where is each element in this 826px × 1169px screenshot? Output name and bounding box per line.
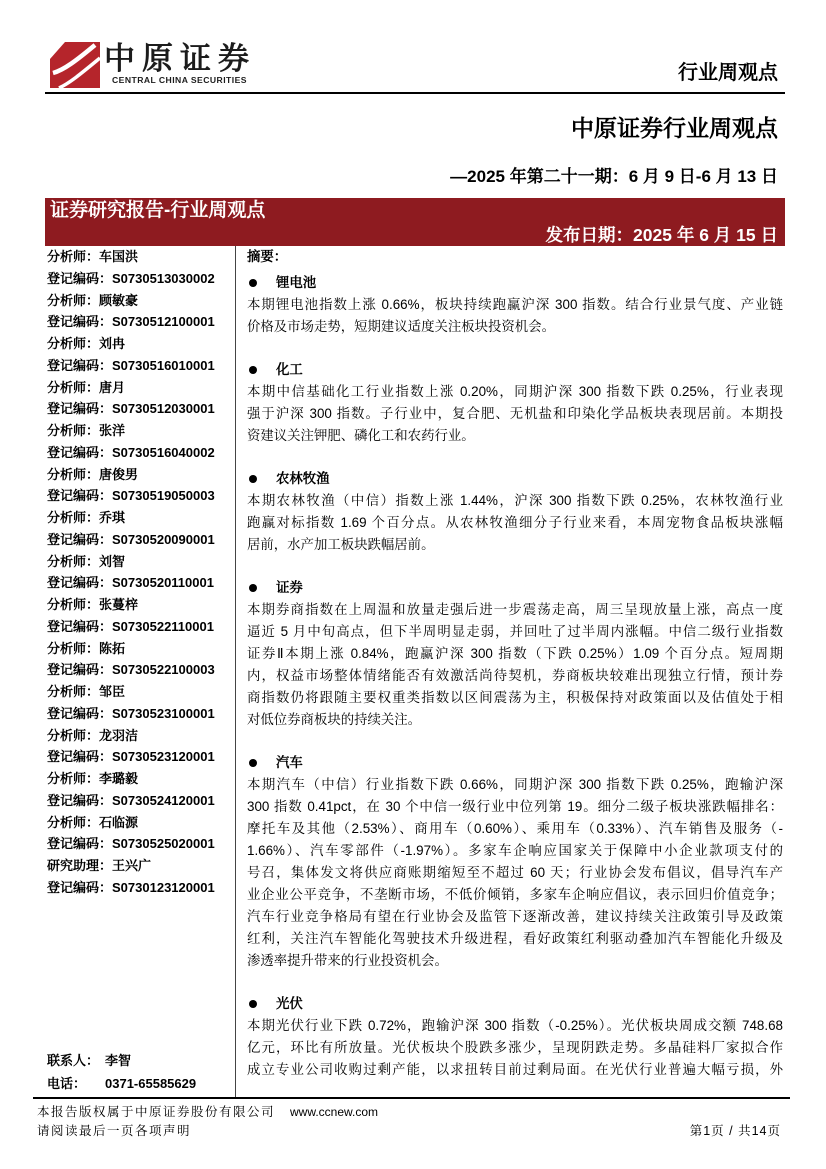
paragraph-line: 逼近 5 月中旬高点，但下半周明显走弱，并回吐了过半周内涨幅。中信二级行业指数 [247,624,783,639]
registration-entry [45,398,235,420]
registration-code: S0730516010001 [112,357,215,373]
analyst-entry [45,725,235,747]
registration-entry [45,311,235,333]
registration-label: 登记编码： [47,618,113,634]
registration-code: S0730522100003 [112,662,215,678]
logo-mark-icon [50,42,100,88]
registration-entry [45,572,235,594]
analyst-entry [45,507,235,529]
analyst-label: 分析师： [47,336,100,351]
paragraph-line: 成立专业公司收购过剩产能，以求扭转目前过剩局面。在光伏行业普遍大幅亏损，外 [247,1062,783,1077]
registration-entry [45,746,235,768]
analyst-name: 李璐毅 [99,771,139,786]
analyst-name: 张蔓梓 [99,597,139,612]
paragraph-line: 业企业公平竞争，不垄断市场，不低价倾销，多家车企响应倡议，表示回归价值竞争； [247,887,783,902]
registration-entry [45,485,235,507]
analyst-name: 陈拓 [99,640,126,656]
section-heading [243,752,785,774]
registration-entry [45,355,235,377]
section-title: 锂电池 [276,275,317,290]
analyst-label: 分析师： [47,684,100,699]
section-title: 证券 [276,580,303,595]
paragraph-line: 对低位券商板块的持续关注。 [247,712,422,727]
analyst-label: 分析师： [47,423,100,438]
paragraph-line: 本期汽车（中信）行业指数下跌 0.66%，同期沪深 300 指数下跌 0.25%，跑输沪深 [247,777,783,792]
contact-phone-row [47,1072,233,1095]
analyst-name: 刘冉 [99,336,126,351]
contact-block [47,1049,233,1095]
registration-entry [45,616,235,638]
analyst-entry [45,333,235,355]
registration-code: S0730512100001 [112,314,215,330]
paragraph-line: 价格及市场走势，短期建议适度关注板块投资机会。 [247,319,555,334]
bullet-icon [249,366,257,374]
report-subtitle: —2025 年第二十一期：6 月 9 日-6 月 13 日 [450,167,778,186]
paragraph-line: 号召，集体发文将供应商账期缩短至不超过 60 天；行业协会发布倡议，倡导汽车产 [247,865,783,880]
registration-entry [45,529,235,551]
footer-copyright: 本报告版权属于中原证券股份有限公司 [37,1105,276,1119]
paragraph-line: 证券Ⅱ本期上涨 0.84%，跑赢沪深 300 指数（下跌 0.25%）1.09 个百分点。短周期 [247,646,783,661]
analyst-label: 分析师： [47,553,100,569]
registration-code: S0730523100001 [112,705,215,721]
report-banner [45,198,785,246]
registration-code: S0730520090001 [112,531,215,547]
analyst-label: 分析师： [47,640,100,656]
paragraph-line: 汽车行业竞争格局有望在行业协会及监管下逐渐改善，建议持续关注政策引导及政策 [247,909,783,924]
registration-code: S0730522110001 [112,618,214,634]
analyst-label: 分析师： [47,466,100,482]
contact-person-label: 联系人： [47,1053,100,1068]
analyst-entry [45,377,235,399]
bullet-icon [249,279,257,287]
registration-label: 登记编码： [47,792,113,808]
analyst-entry [45,638,235,660]
registration-code: S0730525020001 [112,836,215,852]
section-heading [243,359,785,381]
analyst-name: 顾敏豪 [99,292,139,308]
registration-entry [45,659,235,681]
logo-chinese-name: 中原证券 [104,41,256,76]
summary-section-photovoltaic [243,993,785,1081]
analyst-label: 分析师： [47,771,100,786]
paragraph-line: 300 指数 0.41pct，在 30 个中信一级行业中位列第 19。细分二级子板块涨跌幅排名： [247,799,783,814]
analyst-name: 刘智 [99,553,126,569]
company-logo [50,42,262,90]
section-title: 化工 [276,362,303,377]
header-divider [45,92,785,94]
analyst-entry [45,464,235,486]
paragraph-line: 本期光伏行业下跌 0.72%，跑输沪深 300 指数（-0.25%）。光伏板块周成交额 748.68 [247,1018,783,1033]
registration-label: 登记编码： [47,836,113,852]
registration-label: 登记编码： [47,705,113,721]
registration-label: 登记编码： [47,531,113,547]
contact-person-name: 李智 [105,1053,132,1068]
section-heading [243,577,785,599]
analyst-name: 车国洪 [99,249,139,264]
section-title: 汽车 [276,755,303,770]
registration-label: 登记编码： [47,270,113,286]
paragraph-line: 1.66%）、汽车零部件（-1.97%）。多家车企响应国家关于保障中小企业款项支付的 [247,843,783,858]
summary-section-securities [243,577,785,731]
paragraph-line: 强于沪深 300 指数。子行业中，复合肥、无机盐和印染化学品板块表现居前。本期投 [247,406,783,421]
analyst-entry [45,594,235,616]
paragraph-line: 商指数仍将跟随主要权重类指数以区间震荡为主，积极保持对政策面以及估值处于相 [247,690,783,705]
analyst-name: 邹臣 [99,684,126,699]
summary-heading: 摘要： [247,249,288,264]
research-assistant-label: 研究助理： [47,858,113,873]
registration-code: S0730512030001 [112,401,215,417]
section-heading [243,993,785,1015]
analyst-entry [45,290,235,312]
registration-label: 登记编码： [47,575,113,591]
registration-code: S0730519050003 [112,488,215,504]
registration-entry [45,833,235,855]
paragraph-line: 本期农林牧渔（中信）指数上涨 1.44%，沪深 300 指数下跌 0.25%，农林牧渔行业 [247,493,783,508]
section-heading [243,468,785,490]
analyst-name: 乔琪 [99,510,126,525]
banner-publish-date: 发布日期：2025 年 6 月 15 日 [545,225,778,245]
bullet-icon [249,1000,257,1008]
analyst-name: 龙羽洁 [99,727,139,743]
summary-section-chemicals [243,359,785,447]
paragraph-line: 红利，关注汽车智能化驾驶技术升级进程，看好政策红利驱动叠加汽车智能化升级及 [247,931,783,946]
analyst-entry [45,681,235,703]
registration-code: S0730513030002 [112,270,215,286]
registration-code: S0730524120001 [112,792,215,808]
registration-entry [45,877,235,899]
registration-entry [45,790,235,812]
registration-label: 登记编码： [47,357,113,373]
report-title: 中原证券行业周观点 [571,115,778,141]
summary-section-lithium-battery [243,272,785,338]
registration-code: S0730516040002 [112,444,215,460]
analyst-label: 分析师： [47,597,100,612]
footer-disclaimer-notice: 请阅读最后一页各项声明 [37,1124,192,1138]
registration-label: 登记编码： [47,488,113,504]
bullet-icon [249,475,257,483]
bullet-icon [249,584,257,592]
footer-website-link[interactable]: www.ccnew.com [290,1105,379,1119]
analyst-entry [45,768,235,790]
paragraph-line: 本期锂电池指数上涨 0.66%，板块持续跑赢沪深 300 指数。结合行业景气度、产业链 [247,297,783,312]
research-assistant-name: 王兴广 [112,858,152,873]
analyst-name: 唐俊男 [99,466,139,482]
registration-label: 登记编码： [47,879,113,895]
logo-english-name: CENTRAL CHINA SECURITIES [112,75,247,85]
registration-code: S0730123120001 [112,879,215,895]
contact-person-row [47,1049,233,1072]
registration-entry [45,442,235,464]
registration-label: 登记编码： [47,662,113,678]
paragraph-line: 内，权益市场整体情绪能否有效激活尚待契机，券商板块较难出现独立行情，预计券 [247,668,783,683]
research-assistant-entry [45,855,235,877]
paragraph-line: 居前，水产加工板块跌幅居前。 [247,537,435,552]
paragraph-line: 渗透率提升带来的行业投资机会。 [247,953,448,968]
section-heading [243,272,785,294]
contact-phone-label: 电话： [47,1076,87,1091]
analyst-entry [45,551,235,573]
report-type-label: 行业周观点 [678,62,778,84]
registration-code: S0730520110001 [112,575,214,591]
summary-section-agriculture [243,468,785,556]
paragraph-line: 资建议关注钾肥、磷化工和农药行业。 [247,428,475,443]
analyst-entry [45,420,235,442]
analyst-entry [45,812,235,834]
analyst-label: 分析师： [47,510,100,525]
analyst-label: 分析师： [47,249,100,264]
registration-label: 登记编码： [47,444,113,460]
registration-label: 登记编码： [47,749,113,765]
analyst-label: 分析师： [47,727,100,743]
analyst-name: 石临源 [99,814,139,830]
paragraph-line: 本期券商指数在上周温和放量走强后进一步震荡走高，周三呈现放量上涨，高点一度 [247,602,783,617]
section-title: 农林牧渔 [276,471,330,486]
paragraph-line: 摩托车及其他（2.53%）、商用车（0.60%）、乘用车（0.33%）、汽车销售及服务（- [247,821,783,836]
analyst-name: 张洋 [99,423,126,438]
analyst-column [45,246,236,1097]
contact-phone-number: 0371-65585629 [105,1076,197,1091]
analyst-label: 分析师： [47,814,100,830]
paragraph-line: 跑赢对标指数 1.69 个百分点。从农林牧渔细分子行业来看，本周宠物食品板块涨幅 [247,515,783,530]
analyst-entry [45,246,235,268]
section-title: 光伏 [276,996,303,1011]
analyst-label: 分析师： [47,292,100,308]
summary-column [243,246,785,1095]
bullet-icon [249,759,257,767]
analyst-label: 分析师： [47,379,100,395]
registration-label: 登记编码： [47,314,113,330]
paragraph-line: 亿元，环比有所放量。光伏板块个股跌多涨少，呈现阴跌走势。多晶硅料厂家拟合作 [247,1040,783,1055]
summary-section-automobile [243,752,785,972]
registration-label: 登记编码： [47,401,113,417]
paragraph-line: 本期中信基础化工行业指数上涨 0.20%，同期沪深 300 指数下跌 0.25%，行业表现 [247,384,783,399]
banner-category: 证券研究报告-行业周观点 [50,200,266,221]
registration-code: S0730523120001 [112,749,215,765]
footer-page-number: 第1页 / 共14页 [689,1124,781,1138]
registration-entry [45,703,235,725]
footer-divider [33,1097,790,1099]
registration-entry [45,268,235,290]
analyst-name: 唐月 [99,379,126,395]
